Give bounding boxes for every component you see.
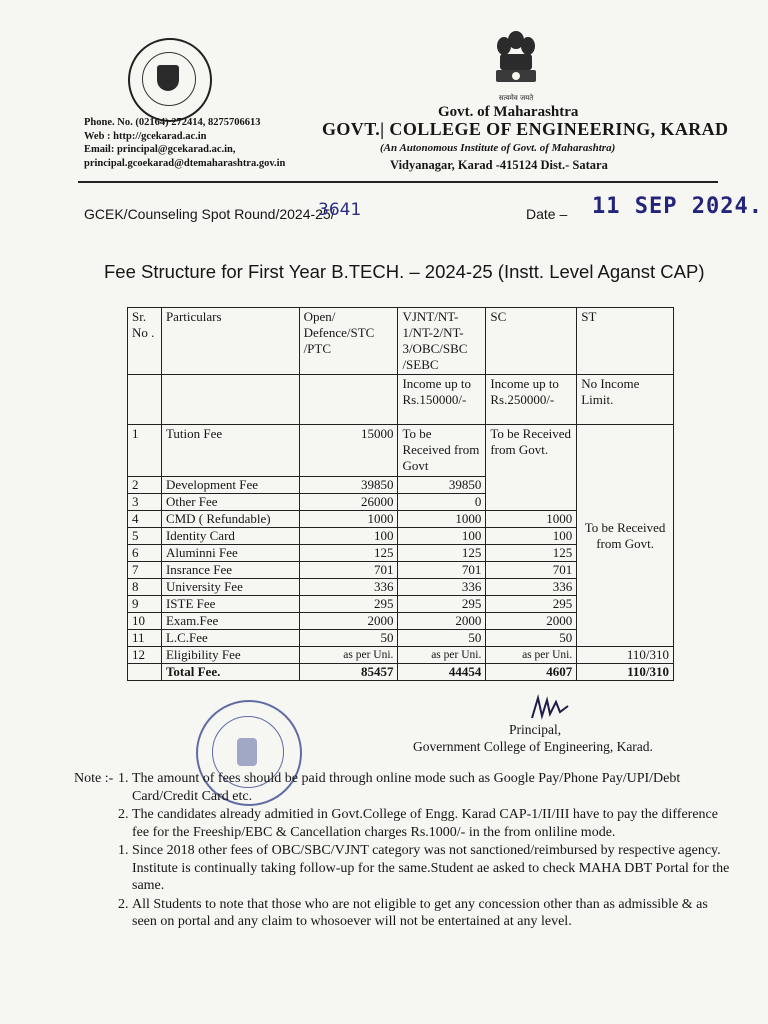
header-divider: [78, 181, 718, 183]
sr-cell: 11: [128, 630, 162, 647]
sr-cell: 6: [128, 545, 162, 562]
sc-cell: 125: [486, 545, 577, 562]
st-govt-cell: To be Received from Govt.: [577, 425, 674, 647]
particular-cell: University Fee: [161, 579, 299, 596]
total-row: [128, 664, 674, 681]
email-link[interactable]: Email: principal@gcekarad.ac.in,: [84, 144, 236, 155]
reference-handwritten: 3641: [318, 200, 362, 220]
header-vjnt: VJNT/NT- 1/NT-2/NT- 3/OBC/SBC /SEBC: [398, 308, 486, 375]
emblem-motto: सत्यमेव जयते: [498, 94, 534, 102]
note-number: 2.: [118, 896, 129, 912]
fee-table: [127, 307, 674, 681]
vjnt-cell: 295: [398, 596, 486, 613]
note-item: [74, 770, 734, 805]
open-cell: 15000: [299, 425, 398, 477]
sc-cell: as per Uni.: [486, 647, 577, 664]
note-text: The amount of fees should be paid through online mode such as Google Pay/Phone Pay/UPI/Debt Card/Credit Card etc.: [132, 771, 681, 804]
note-number: 1.: [118, 843, 129, 858]
notes-section: [74, 770, 734, 932]
sr-cell: 10: [128, 613, 162, 630]
sc-cell: 1000: [486, 511, 577, 528]
limit-sc: Income up to Rs.250000/-: [486, 375, 577, 425]
govt-title: Govt. of Maharashtra: [438, 104, 579, 120]
limit-vjnt: Income up to Rs.150000/-: [398, 375, 486, 425]
open-cell: 50: [299, 630, 398, 647]
limit-st: No Income Limit.: [577, 375, 674, 425]
particular-cell: Identity Card: [161, 528, 299, 545]
vjnt-cell: as per Uni.: [398, 647, 486, 664]
sr-cell: 4: [128, 511, 162, 528]
sc-cell: 2000: [486, 613, 577, 630]
header-sr: Sr. No .: [128, 308, 162, 375]
open-cell: 336: [299, 579, 398, 596]
contact-block: [84, 116, 285, 170]
vjnt-cell: 336: [398, 579, 486, 596]
note-item: [74, 896, 734, 931]
vjnt-cell: 125: [398, 545, 486, 562]
date-label: Date –: [526, 206, 568, 222]
sc-cell: 295: [486, 596, 577, 613]
table-header-row: [128, 308, 674, 375]
college-address: Vidyanagar, Karad -415124 Dist.- Satara: [390, 158, 608, 172]
vjnt-cell: 1000: [398, 511, 486, 528]
sr-cell: 2: [128, 477, 162, 494]
open-cell: as per Uni.: [299, 647, 398, 664]
note-number: 2.: [118, 807, 129, 822]
particular-cell: Exam.Fee: [161, 613, 299, 630]
open-cell: 26000: [299, 494, 398, 511]
vjnt-cell: 50: [398, 630, 486, 647]
vjnt-cell: 100: [398, 528, 486, 545]
vjnt-govt-cell: To be Received from Govt: [398, 425, 486, 477]
note-text: The candidates already admitied in Govt.College of Engg. Karad CAP-1/II/III have to pay the difference fee for the Freeship/EBC & Cancellation charges Rs.1000/- in the from onliline mode.: [132, 807, 718, 840]
document-title: Fee Structure for First Year B.TECH. – 2024-25 (Instt. Level Aganst CAP): [104, 261, 705, 282]
sr-cell: 12: [128, 647, 162, 664]
particular-cell: ISTE Fee: [161, 596, 299, 613]
notes-label: Note :-: [74, 771, 114, 786]
open-cell: 701: [299, 562, 398, 579]
web-link[interactable]: Web : http://gcekarad.ac.in: [84, 130, 207, 142]
header-open: Open/ Defence/STC /PTC: [299, 308, 398, 375]
sr-cell: 1: [128, 425, 162, 477]
total-open: 85457: [299, 664, 398, 681]
particular-cell: Aluminni Fee: [161, 545, 299, 562]
sr-cell: 5: [128, 528, 162, 545]
sr-cell: 3: [128, 494, 162, 511]
income-limit-row: [128, 375, 674, 425]
sr-cell: 9: [128, 596, 162, 613]
sc-cell: 50: [486, 630, 577, 647]
particular-cell: Development Fee: [161, 477, 299, 494]
open-cell: 2000: [299, 613, 398, 630]
st-cell: 110/310: [577, 647, 674, 664]
open-cell: 295: [299, 596, 398, 613]
signatory-title: Principal,: [509, 722, 562, 737]
particular-cell: Insrance Fee: [161, 562, 299, 579]
particular-cell: Tution Fee: [161, 425, 299, 477]
vjnt-cell: 39850: [398, 477, 486, 494]
total-label: Total Fee.: [161, 664, 299, 681]
particular-cell: L.C.Fee: [161, 630, 299, 647]
sc-cell: 701: [486, 562, 577, 579]
reference-number: GCEK/Counseling Spot Round/2024-25/: [84, 206, 335, 222]
particular-cell: CMD ( Refundable): [161, 511, 299, 528]
date-stamp: 11 SEP 2024.: [592, 194, 763, 219]
open-cell: 125: [299, 545, 398, 562]
total-sc: 4607: [486, 664, 577, 681]
vjnt-cell: 0: [398, 494, 486, 511]
open-cell: 1000: [299, 511, 398, 528]
open-cell: 39850: [299, 477, 398, 494]
header-st: ST: [577, 308, 674, 375]
college-name: GOVT.| COLLEGE OF ENGINEERING, KARAD: [322, 119, 729, 139]
note-text: Since 2018 other fees of OBC/SBC/VJNT category was not sanctioned/reimbursed by respective agency. Institute is continually taking follow-up for the same.Student ae asked to check MAHA DBT Portal for the same.: [132, 843, 730, 893]
particular-cell: Other Fee: [161, 494, 299, 511]
sc-govt-cell: To be Received from Govt.: [486, 425, 577, 511]
open-cell: 100: [299, 528, 398, 545]
vjnt-cell: 2000: [398, 613, 486, 630]
note-item: [74, 842, 734, 895]
sc-cell: 100: [486, 528, 577, 545]
sr-cell: 8: [128, 579, 162, 596]
phone-text: Phone. No. (02164) 272414, 8275706613: [84, 117, 261, 128]
total-vjnt: 44454: [398, 664, 486, 681]
signatory-institution: Government College of Engineering, Karad.: [413, 739, 653, 754]
email-link-2[interactable]: principal.gcoekarad@dtemaharashtra.gov.in: [84, 157, 286, 169]
header-particulars: Particulars: [161, 308, 299, 375]
table-row: [128, 425, 674, 477]
total-st: 110/310: [577, 664, 674, 681]
note-item: [74, 806, 734, 841]
header-sc: SC: [486, 308, 577, 375]
sc-cell: 336: [486, 579, 577, 596]
national-emblem-icon: [488, 28, 544, 108]
signature-mark: [530, 692, 570, 726]
vjnt-cell: 701: [398, 562, 486, 579]
table-row: [128, 647, 674, 664]
autonomous-text: (An Autonomous Institute of Govt. of Maharashtra): [380, 142, 616, 154]
note-number: 1.: [118, 771, 129, 786]
college-logo: [128, 38, 212, 122]
particular-cell: Eligibility Fee: [161, 647, 299, 664]
sr-cell: 7: [128, 562, 162, 579]
note-text: All Students to note that those who are not eligible to get any concession other than as admissible & as seen on portal and any claim to whosoever will not be entertained at any level.: [132, 896, 708, 929]
